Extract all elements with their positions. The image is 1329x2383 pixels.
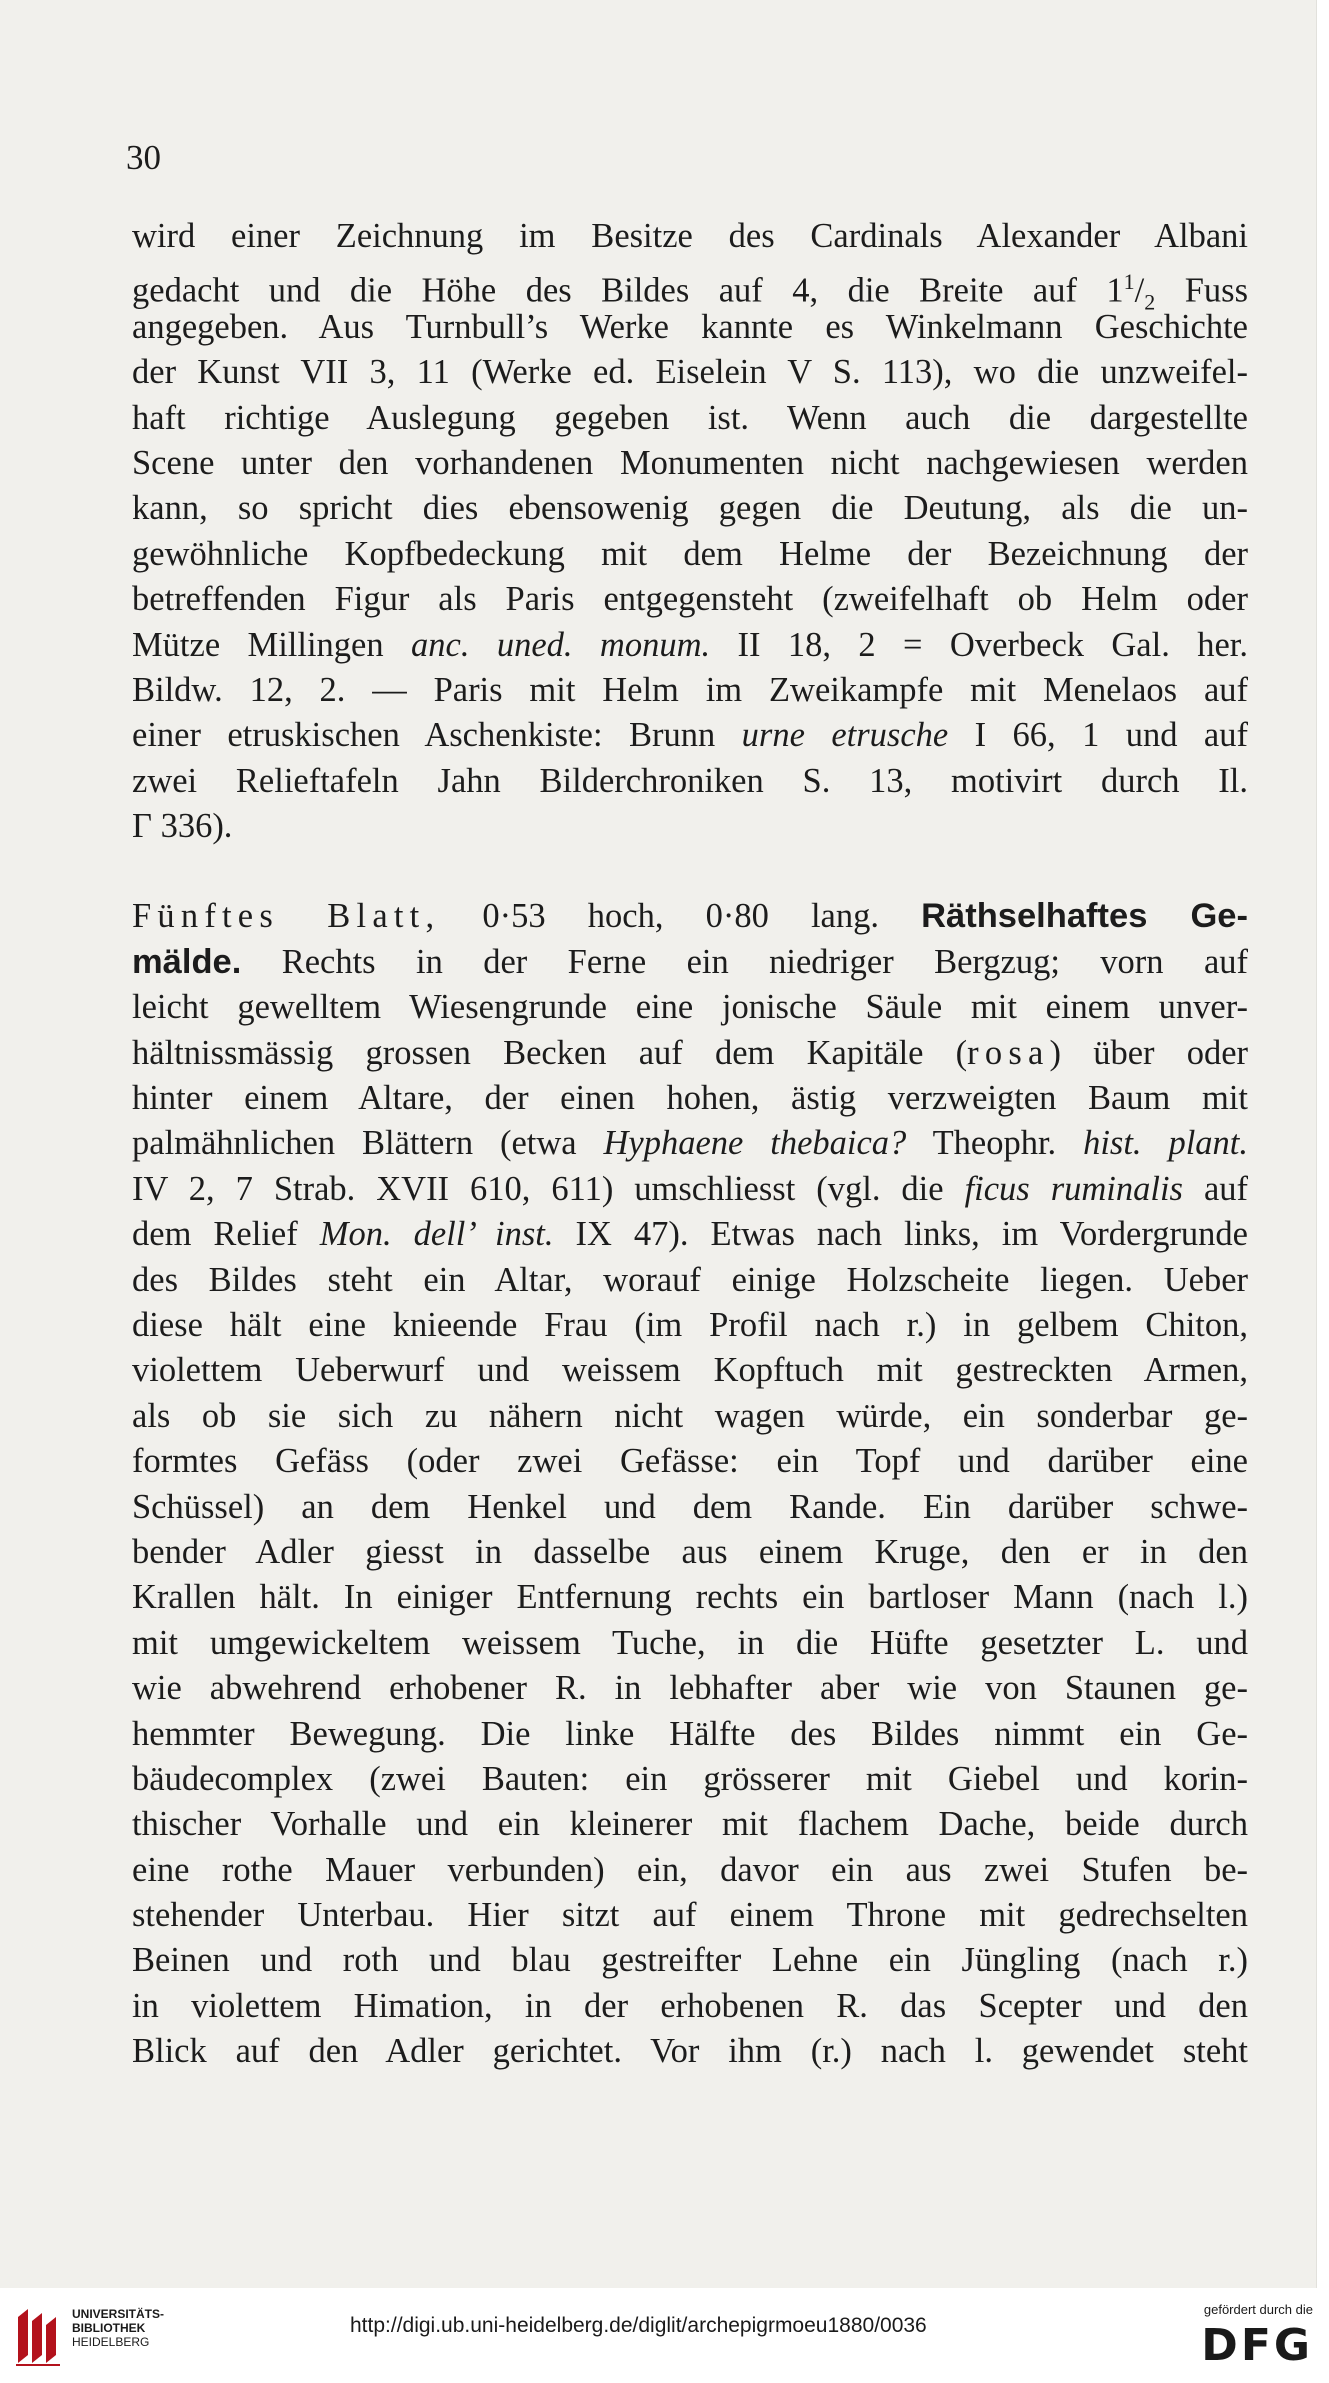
- text-run: auf: [1182, 1169, 1248, 1208]
- source-url-link[interactable]: http://digi.ub.uni-heidelberg.de/diglit/archepigrmoeu1880/0036: [350, 2314, 927, 2337]
- text-run: stehender Unterbau. Hier sitzt auf einem Throne mit gedrechselten: [132, 1896, 1248, 1935]
- text-line: [132, 577, 1248, 622]
- spaced-run: Fünftes Blatt,: [132, 897, 441, 936]
- text-run: palmähnlichen Blättern (etwa: [132, 1124, 604, 1163]
- text-run: der Kunst VII 3, 11 (Werke ed. Eiselein V S. 113), wo die unzweifel-: [132, 353, 1248, 392]
- text-line: [132, 804, 1248, 849]
- paragraph-gap: [132, 849, 1248, 894]
- text-run: diese hält eine knieende Frau (im Profil nach r.) in gelbem Chiton,: [132, 1305, 1248, 1344]
- text-run: ) über oder: [1049, 1033, 1249, 1072]
- text-run: Scene unter den vorhandenen Monumenten nicht nachgewiesen werden: [132, 443, 1248, 482]
- body-text: [132, 214, 1248, 2075]
- text-run: wird einer Zeichnung im Besitze des Cardinals Alexander Albani: [132, 217, 1248, 255]
- text-line: [132, 1938, 1248, 1983]
- text-line: [132, 1258, 1248, 1303]
- text-run: hältnissmässig grossen Becken auf dem Kapitäle (: [132, 1033, 968, 1072]
- text-line: [132, 1666, 1248, 1711]
- logo-line-1: UNIVERSITÄTS-: [72, 2307, 165, 2321]
- text-run: des Bildes steht ein Altar, worauf einige Holzscheite liegen. Ueber: [132, 1260, 1248, 1299]
- text-run: haft richtige Auslegung gegeben ist. Wenn auch die dargestellte: [132, 398, 1248, 437]
- text-line: [132, 940, 1248, 985]
- text-line: [132, 1621, 1248, 1666]
- spaced-run: rosa: [967, 1033, 1050, 1072]
- text-line: [132, 1848, 1248, 1893]
- text-line: [132, 1757, 1248, 1802]
- text-line: [132, 894, 1248, 939]
- text-run: hemmter Bewegung. Die linke Hälfte des Bildes nimmt ein Ge-: [132, 1714, 1248, 1753]
- italic-run: Hyphaene thebaica?: [603, 1124, 907, 1163]
- text-line: [132, 350, 1248, 395]
- text-run: hinter einem Altare, der einen hohen, ästig verzweigten Baum mit: [132, 1079, 1248, 1118]
- text-run: kann, so spricht dies ebensowenig gegen die Deutung, als die un-: [132, 489, 1248, 528]
- text-run: Rechts in der Ferne ein niedriger Bergzug; vorn auf: [241, 942, 1248, 981]
- text-line: [132, 1031, 1248, 1076]
- italic-run: ficus ruminalis: [964, 1169, 1183, 1208]
- logo-line-3: HEIDELBERG: [72, 2335, 150, 2349]
- dfg-logo: DFG: [1201, 2320, 1313, 2371]
- text-run: II 18, 2 = Overbeck Gal. her.: [710, 625, 1248, 664]
- text-run: Mütze Millingen: [132, 625, 412, 664]
- text-run: Γ 336).: [132, 807, 233, 846]
- text-line: [132, 1348, 1248, 1393]
- italic-run: Mon. dell’ inst.: [319, 1215, 554, 1254]
- text-line: [132, 1485, 1248, 1530]
- text-line: [132, 1121, 1248, 1166]
- section-heading: mälde.: [132, 942, 242, 981]
- superscript: 1: [1123, 269, 1135, 295]
- text-line: [132, 1212, 1248, 1257]
- text-run: Beinen und roth und blau gestreifter Lehne ein Jüngling (nach r.): [132, 1941, 1248, 1980]
- text-run: Blick auf den Adler gerichtet. Vor ihm (r.) nach l. gewendet steht: [132, 2032, 1248, 2071]
- text-line: [132, 305, 1248, 350]
- text-run: gedacht und die Höhe des Bildes auf 4, die Breite auf 1: [132, 271, 1124, 310]
- text-run: IX 47). Etwas nach links, im Vordergrunde: [553, 1215, 1248, 1254]
- subscript: 2: [1144, 289, 1156, 315]
- italic-run: urne etrusche: [741, 716, 949, 755]
- text-run: Schüssel) an dem Henkel und dem Rande. Ein darüber schwe-: [132, 1487, 1248, 1526]
- section-heading: Räthselhaftes Ge-: [921, 897, 1248, 936]
- text-run: Krallen hält. In einiger Entfernung rechts ein bartloser Mann (nach l.): [132, 1578, 1248, 1617]
- text-run: thischer Vorhalle und ein kleinerer mit flachem Dache, beide durch: [132, 1805, 1248, 1844]
- text-run: wie abwehrend erhobener R. in lebhafter aber wie von Staunen ge-: [132, 1669, 1248, 1708]
- text-line: [132, 396, 1248, 441]
- text-line: [132, 623, 1248, 668]
- text-line: [132, 1076, 1248, 1121]
- text-line: [132, 1893, 1248, 1938]
- text-run: eine rothe Mauer verbunden) ein, davor ein aus zwei Stufen be-: [132, 1850, 1248, 1889]
- text-line: [132, 1530, 1248, 1575]
- text-run: Bildw. 12, 2. — Paris mit Helm im Zweikampfe mit Menelaos auf: [132, 670, 1248, 709]
- text-run: gewöhnliche Kopfbedeckung mit dem Helme der Bezeichnung der: [132, 534, 1248, 573]
- text-run: mit umgewickeltem weissem Tuche, in die Hüfte gesetzter L. und: [132, 1623, 1248, 1662]
- text-run: Fuss: [1155, 271, 1249, 310]
- text-line: [132, 1167, 1248, 1212]
- text-line: [132, 259, 1249, 315]
- text-line: [132, 1575, 1248, 1620]
- text-run: I 66, 1 und auf: [948, 716, 1248, 755]
- text-line: [132, 2029, 1248, 2074]
- text-run: 0·53 hoch, 0·80 lang.: [440, 897, 922, 936]
- page-number: 30: [126, 138, 161, 177]
- text-run: einer etruskischen Aschenkiste: Brunn: [132, 716, 742, 755]
- text-line: [132, 1984, 1248, 2029]
- text-run: dem Relief: [132, 1215, 320, 1254]
- text-run: zwei Relieftafeln Jahn Bilderchroniken S. 13, motivirt durch Il.: [132, 761, 1248, 800]
- funded-by-label: gefördert durch die: [1203, 2302, 1313, 2317]
- text-line: [132, 1303, 1248, 1348]
- text-run: leicht gewelltem Wiesengrunde eine jonische Säule mit einem unver-: [132, 988, 1248, 1027]
- text-run: violettem Ueberwurf und weissem Kopftuch mit gestreckten Armen,: [132, 1351, 1248, 1390]
- text-run: als ob sie sich zu nähern nicht wagen würde, ein sonderbar ge-: [132, 1396, 1248, 1435]
- text-line: [132, 1394, 1248, 1439]
- text-run: bäudecomplex (zwei Bauten: ein grösserer mit Giebel und korin-: [132, 1759, 1248, 1798]
- text-line: [132, 668, 1248, 713]
- text-run: Theophr.: [906, 1124, 1084, 1163]
- text-run: angegeben. Aus Turnbull’s Werke kannte es Winkelmann Geschichte: [132, 307, 1248, 346]
- text-run: IV 2, 7 Strab. XVII 610, 611) umschliesst (vgl. die: [132, 1169, 965, 1208]
- logo-line-2: BIBLIOTHEK: [72, 2321, 146, 2335]
- university-library-name: [72, 2307, 164, 2349]
- text-line: [132, 214, 1248, 259]
- text-line: [132, 1712, 1248, 1757]
- text-run: betreffenden Figur als Paris entgegensteht (zweifelhaft ob Helm oder: [132, 580, 1248, 619]
- italic-run: hist. plant.: [1083, 1124, 1248, 1163]
- text-line: [132, 713, 1248, 758]
- text-line: [132, 532, 1248, 577]
- text-line: [132, 985, 1248, 1030]
- text-line: [132, 759, 1248, 804]
- university-library-logo-icon: [14, 2303, 62, 2367]
- text-run: /: [1134, 271, 1145, 310]
- text-line: [132, 486, 1248, 531]
- text-run: formtes Gefäss (oder zwei Gefässe: ein Topf und darüber eine: [132, 1442, 1248, 1481]
- text-line: [132, 441, 1248, 486]
- italic-run: anc. uned. monum.: [411, 625, 711, 664]
- text-line: [132, 1439, 1248, 1484]
- text-line: [132, 1802, 1248, 1847]
- text-run: bender Adler giesst in dasselbe aus einem Kruge, den er in den: [132, 1532, 1248, 1571]
- text-run: in violettem Himation, in der erhobenen R. das Scepter und den: [132, 1986, 1248, 2025]
